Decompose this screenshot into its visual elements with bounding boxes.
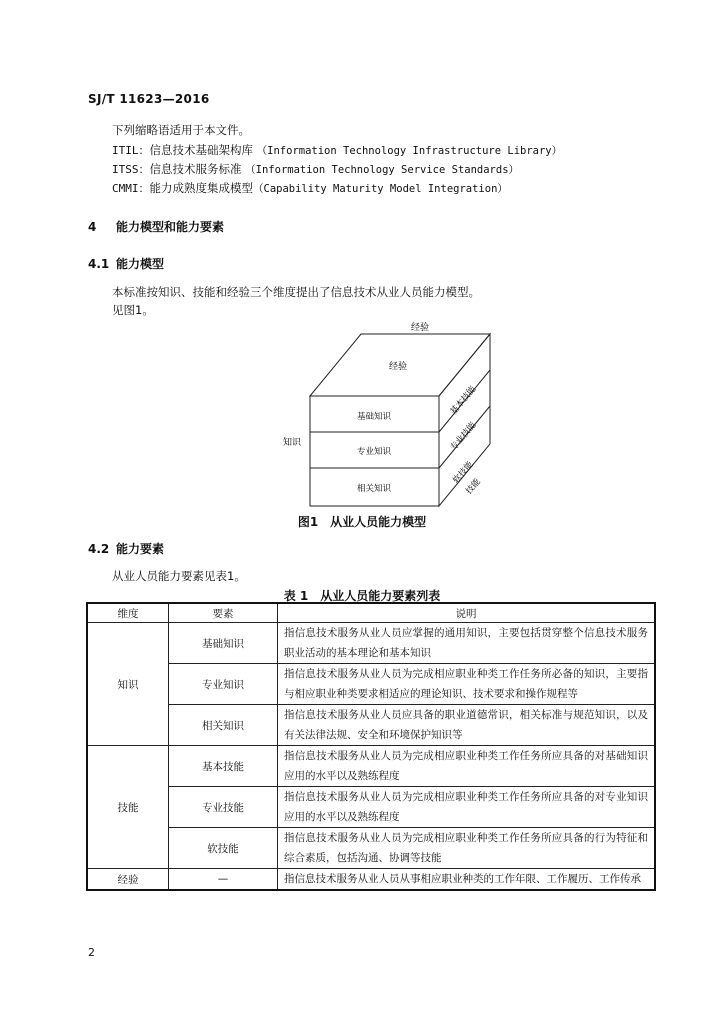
description-cell: 指信息技术服务从业人员为完成相应职业种类工作任务所应具备的行为特征和综合素质，包括沟通、协调等技能 [278,828,656,869]
dimension-cell: 技能 [87,746,169,869]
capability-model-figure [270,318,510,510]
experience-axis-label: 经验 [410,323,430,333]
section-4-1-heading [88,255,164,272]
front-row-label: 专业知识 [356,447,392,457]
description-cell: 指信息技术服务从业人员从事相应职业种类的工作年限、工作履历、工作传承 [278,869,656,891]
dimension-cell: 知识 [87,623,169,746]
element-cell: — [169,869,278,891]
abbrev-zh: 信息技术基础架构库 [149,143,253,157]
capability-elements-table [86,602,656,891]
description-cell: 指信息技术服务从业人员应掌握的通用知识，主要包括贯穿整个信息技术服务职业活动的基本理论和基本知识 [278,623,656,664]
abbrev-item-itss [112,161,519,177]
table-row [87,705,655,746]
table-header-row [87,603,655,623]
abbrev-en: （Information Technology Infrastructure Library） [256,145,563,157]
header-element: 要素 [169,603,278,623]
table-row [87,787,655,828]
element-cell: 专业技能 [169,787,278,828]
paragraph: 从业人员能力要素见表1。 [112,569,246,583]
section-number: 4.1 [88,257,110,271]
table-row [87,746,655,787]
abbrev-code: ITSS： [112,163,150,176]
cube-side-face [439,334,490,506]
standard-code-header: SJ/T 11623—2016 [88,92,210,106]
abbrev-en: （Capability Maturity Model Integration） [253,183,508,195]
abbrev-item-cmmi [112,180,508,196]
table-row [87,623,655,664]
description-cell: 指信息技术服务从业人员为完成相应职业种类工作任务所应具备的对基础知识应用的水平以及熟练程度 [278,746,656,787]
table-row [87,828,655,869]
header-description: 说明 [278,603,656,623]
element-cell: 基础知识 [169,623,278,664]
front-row-label: 相关知识 [356,484,392,494]
description-cell: 指信息技术服务从业人员应具备的职业道德常识，相关标准与规范知识，以及有关法律法规、安全和环境保护知识等 [278,705,656,746]
abbrev-code: CMMI： [112,182,150,195]
section-title: 能力模型 [116,257,165,271]
abbrev-zh: 能力成熟度集成模型 [149,181,253,195]
section-4-2-heading [88,540,164,557]
element-cell: 相关知识 [169,705,278,746]
page-number: 2 [88,946,95,959]
description-cell: 指信息技术服务从业人员为完成相应职业种类工作任务所应具备的对专业知识应用的水平以及熟练程度 [278,787,656,828]
knowledge-axis-label: 知识 [282,438,302,448]
abbrev-zh: 信息技术服务标准 [149,162,242,176]
table-row [87,869,655,891]
description-cell: 指信息技术服务从业人员为完成相应职业种类工作任务所必备的知识，主要指与相应职业种类要求相适应的理论知识、技术要求和操作规程等 [278,664,656,705]
section-title: 能力要素 [116,542,165,556]
section-title: 能力模型和能力要素 [116,220,225,234]
table-row [87,664,655,705]
side-row-label: 基本技能 [448,384,479,417]
section-number: 4 [88,220,97,234]
side-row-label: 专业技能 [448,420,479,453]
top-face-label: 经验 [388,362,408,372]
abbrev-en: （Information Technology Service Standards） [245,164,520,176]
front-row-label: 基础知识 [356,412,392,422]
side-row-label: 软技能 [451,459,476,486]
figure-caption: 图1 从业人员能力模型 [297,515,427,529]
element-cell: 软技能 [169,828,278,869]
element-cell: 专业知识 [169,664,278,705]
section-4-heading [88,218,224,235]
table-caption: 表 1 从业人员能力要素列表 [283,589,441,603]
abbrev-item-itil [112,142,562,158]
abbrev-code: ITIL： [112,144,150,157]
section-number: 4.2 [88,542,110,556]
abbrev-intro: 下列缩略语适用于本文件。 [112,123,250,137]
dimension-cell: 经验 [87,869,169,891]
element-cell: 基本技能 [169,746,278,787]
header-dimension: 维度 [87,603,169,623]
paragraph: 见图1。 [112,303,154,317]
skill-axis-label: 技能 [464,476,483,497]
paragraph: 本标准按知识、技能和经验三个维度提出了信息技术从业人员能力模型。 [112,285,480,299]
